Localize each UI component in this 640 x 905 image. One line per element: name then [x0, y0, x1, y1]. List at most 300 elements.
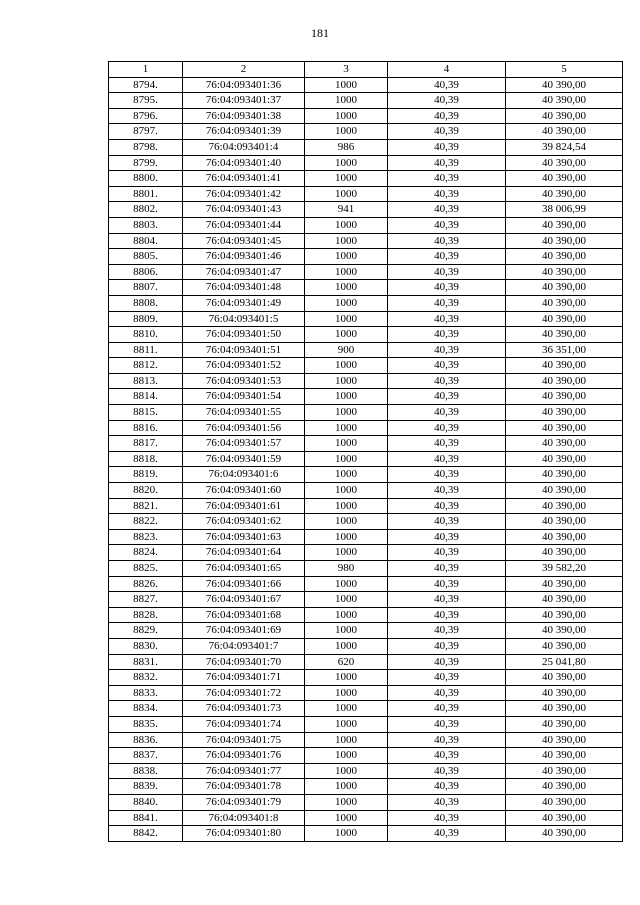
rate-cell: 40,39 [388, 93, 506, 109]
area-cell: 1000 [305, 623, 388, 639]
rate-cell: 40,39 [388, 295, 506, 311]
rate-cell: 40,39 [388, 264, 506, 280]
area-cell: 1000 [305, 280, 388, 296]
cadastral-number-cell: 76:04:093401:57 [183, 436, 305, 452]
amount-cell: 40 390,00 [506, 794, 623, 810]
table-row [109, 186, 623, 202]
table-row [109, 420, 623, 436]
table-row [109, 124, 623, 140]
row-number-cell: 8795. [109, 93, 183, 109]
cadastral-number-cell: 76:04:093401:50 [183, 327, 305, 343]
rate-cell: 40,39 [388, 716, 506, 732]
rate-cell: 40,39 [388, 810, 506, 826]
row-number-cell: 8802. [109, 202, 183, 218]
rate-cell: 40,39 [388, 576, 506, 592]
amount-cell: 40 390,00 [506, 467, 623, 483]
amount-cell: 40 390,00 [506, 358, 623, 374]
amount-cell: 40 390,00 [506, 451, 623, 467]
rate-cell: 40,39 [388, 701, 506, 717]
area-cell: 1000 [305, 264, 388, 280]
area-cell: 1000 [305, 514, 388, 530]
amount-cell: 40 390,00 [506, 171, 623, 187]
table-row [109, 670, 623, 686]
cadastral-number-cell: 76:04:093401:6 [183, 467, 305, 483]
rate-cell: 40,39 [388, 77, 506, 93]
table-row [109, 249, 623, 265]
cadastral-number-cell: 76:04:093401:65 [183, 561, 305, 577]
cadastral-number-cell: 76:04:093401:61 [183, 498, 305, 514]
table-row [109, 638, 623, 654]
row-number-cell: 8797. [109, 124, 183, 140]
amount-cell: 40 390,00 [506, 295, 623, 311]
table-row [109, 514, 623, 530]
amount-cell: 40 390,00 [506, 405, 623, 421]
area-cell: 1000 [305, 311, 388, 327]
table-header-row [109, 62, 623, 78]
table-row [109, 342, 623, 358]
cadastral-number-cell: 76:04:093401:51 [183, 342, 305, 358]
area-cell: 1000 [305, 124, 388, 140]
amount-cell: 40 390,00 [506, 77, 623, 93]
rate-cell: 40,39 [388, 373, 506, 389]
table-row [109, 779, 623, 795]
row-number-cell: 8805. [109, 249, 183, 265]
table-row [109, 264, 623, 280]
amount-cell: 40 390,00 [506, 280, 623, 296]
row-number-cell: 8822. [109, 514, 183, 530]
area-cell: 1000 [305, 826, 388, 842]
rate-cell: 40,39 [388, 545, 506, 561]
amount-cell: 40 390,00 [506, 529, 623, 545]
rate-cell: 40,39 [388, 217, 506, 233]
area-cell: 1000 [305, 670, 388, 686]
row-number-cell: 8836. [109, 732, 183, 748]
cadastral-number-cell: 76:04:093401:64 [183, 545, 305, 561]
amount-cell: 40 390,00 [506, 389, 623, 405]
amount-cell: 40 390,00 [506, 420, 623, 436]
row-number-cell: 8801. [109, 186, 183, 202]
amount-cell: 40 390,00 [506, 155, 623, 171]
table-row [109, 77, 623, 93]
area-cell: 1000 [305, 327, 388, 343]
row-number-cell: 8803. [109, 217, 183, 233]
area-cell: 1000 [305, 233, 388, 249]
rate-cell: 40,39 [388, 389, 506, 405]
amount-cell: 40 390,00 [506, 498, 623, 514]
area-cell: 1000 [305, 217, 388, 233]
row-number-cell: 8799. [109, 155, 183, 171]
table-row [109, 311, 623, 327]
rate-cell: 40,39 [388, 514, 506, 530]
area-cell: 1000 [305, 358, 388, 374]
amount-cell: 40 390,00 [506, 217, 623, 233]
area-cell: 1000 [305, 295, 388, 311]
table-row [109, 576, 623, 592]
table-row [109, 654, 623, 670]
cadastral-number-cell: 76:04:093401:47 [183, 264, 305, 280]
rate-cell: 40,39 [388, 358, 506, 374]
row-number-cell: 8796. [109, 108, 183, 124]
rate-cell: 40,39 [388, 654, 506, 670]
rate-cell: 40,39 [388, 280, 506, 296]
table-row [109, 280, 623, 296]
amount-cell: 40 390,00 [506, 373, 623, 389]
rate-cell: 40,39 [388, 794, 506, 810]
rate-cell: 40,39 [388, 483, 506, 499]
amount-cell: 40 390,00 [506, 108, 623, 124]
amount-cell: 40 390,00 [506, 93, 623, 109]
cadastral-number-cell: 76:04:093401:76 [183, 748, 305, 764]
amount-cell: 40 390,00 [506, 186, 623, 202]
table-body [109, 62, 623, 842]
area-cell: 986 [305, 139, 388, 155]
area-cell: 1000 [305, 545, 388, 561]
page-number: 181 [311, 26, 329, 40]
area-cell: 1000 [305, 155, 388, 171]
rate-cell: 40,39 [388, 311, 506, 327]
cadastral-number-cell: 76:04:093401:44 [183, 217, 305, 233]
cadastral-number-cell: 76:04:093401:68 [183, 607, 305, 623]
rate-cell: 40,39 [388, 108, 506, 124]
rate-cell: 40,39 [388, 592, 506, 608]
amount-cell: 40 390,00 [506, 826, 623, 842]
table-row [109, 561, 623, 577]
rate-cell: 40,39 [388, 186, 506, 202]
row-number-cell: 8809. [109, 311, 183, 327]
table-row [109, 826, 623, 842]
area-cell: 1000 [305, 810, 388, 826]
table-row [109, 607, 623, 623]
area-cell: 1000 [305, 249, 388, 265]
cadastral-number-cell: 76:04:093401:52 [183, 358, 305, 374]
rate-cell: 40,39 [388, 420, 506, 436]
row-number-cell: 8833. [109, 685, 183, 701]
rate-cell: 40,39 [388, 623, 506, 639]
amount-cell: 40 390,00 [506, 327, 623, 343]
rate-cell: 40,39 [388, 171, 506, 187]
cadastral-number-cell: 76:04:093401:45 [183, 233, 305, 249]
table-row [109, 592, 623, 608]
area-cell: 1000 [305, 592, 388, 608]
row-number-cell: 8831. [109, 654, 183, 670]
area-cell: 1000 [305, 498, 388, 514]
row-number-cell: 8824. [109, 545, 183, 561]
cadastral-number-cell: 76:04:093401:7 [183, 638, 305, 654]
table-row [109, 327, 623, 343]
amount-cell: 36 351,00 [506, 342, 623, 358]
cadastral-number-cell: 76:04:093401:38 [183, 108, 305, 124]
row-number-cell: 8815. [109, 405, 183, 421]
amount-cell: 40 390,00 [506, 233, 623, 249]
cadastral-number-cell: 76:04:093401:48 [183, 280, 305, 296]
area-cell: 1000 [305, 373, 388, 389]
area-cell: 1000 [305, 701, 388, 717]
rate-cell: 40,39 [388, 779, 506, 795]
cadastral-number-cell: 76:04:093401:69 [183, 623, 305, 639]
table-row [109, 155, 623, 171]
area-cell: 1000 [305, 732, 388, 748]
amount-cell: 40 390,00 [506, 545, 623, 561]
table-row [109, 233, 623, 249]
rate-cell: 40,39 [388, 467, 506, 483]
cadastral-number-cell: 76:04:093401:59 [183, 451, 305, 467]
row-number-cell: 8825. [109, 561, 183, 577]
column-header-3: 3 [305, 62, 388, 78]
row-number-cell: 8814. [109, 389, 183, 405]
cadastral-number-cell: 76:04:093401:62 [183, 514, 305, 530]
rate-cell: 40,39 [388, 529, 506, 545]
cadastral-number-cell: 76:04:093401:73 [183, 701, 305, 717]
area-cell: 1000 [305, 576, 388, 592]
table-row [109, 436, 623, 452]
row-number-cell: 8830. [109, 638, 183, 654]
table-row [109, 373, 623, 389]
cadastral-number-cell: 76:04:093401:4 [183, 139, 305, 155]
rate-cell: 40,39 [388, 670, 506, 686]
cadastral-number-cell: 76:04:093401:77 [183, 763, 305, 779]
area-cell: 1000 [305, 77, 388, 93]
area-cell: 620 [305, 654, 388, 670]
area-cell: 900 [305, 342, 388, 358]
area-cell: 1000 [305, 171, 388, 187]
rate-cell: 40,39 [388, 249, 506, 265]
rate-cell: 40,39 [388, 607, 506, 623]
rate-cell: 40,39 [388, 202, 506, 218]
area-cell: 1000 [305, 420, 388, 436]
amount-cell: 40 390,00 [506, 779, 623, 795]
area-cell: 1000 [305, 405, 388, 421]
amount-cell: 40 390,00 [506, 607, 623, 623]
rate-cell: 40,39 [388, 638, 506, 654]
row-number-cell: 8818. [109, 451, 183, 467]
cadastral-number-cell: 76:04:093401:46 [183, 249, 305, 265]
row-number-cell: 8811. [109, 342, 183, 358]
row-number-cell: 8835. [109, 716, 183, 732]
row-number-cell: 8827. [109, 592, 183, 608]
row-number-cell: 8798. [109, 139, 183, 155]
cadastral-number-cell: 76:04:093401:36 [183, 77, 305, 93]
area-cell: 1000 [305, 685, 388, 701]
cadastral-number-cell: 76:04:093401:41 [183, 171, 305, 187]
cadastral-number-cell: 76:04:093401:74 [183, 716, 305, 732]
row-number-cell: 8829. [109, 623, 183, 639]
area-cell: 1000 [305, 716, 388, 732]
row-number-cell: 8823. [109, 529, 183, 545]
area-cell: 980 [305, 561, 388, 577]
rate-cell: 40,39 [388, 763, 506, 779]
table-row [109, 93, 623, 109]
area-cell: 1000 [305, 748, 388, 764]
row-number-cell: 8826. [109, 576, 183, 592]
table-row [109, 498, 623, 514]
table-row [109, 171, 623, 187]
area-cell: 1000 [305, 483, 388, 499]
cadastral-number-cell: 76:04:093401:67 [183, 592, 305, 608]
table-row [109, 732, 623, 748]
rate-cell: 40,39 [388, 498, 506, 514]
row-number-cell: 8820. [109, 483, 183, 499]
row-number-cell: 8816. [109, 420, 183, 436]
table-row [109, 685, 623, 701]
amount-cell: 40 390,00 [506, 716, 623, 732]
area-cell: 1000 [305, 389, 388, 405]
row-number-cell: 8838. [109, 763, 183, 779]
row-number-cell: 8807. [109, 280, 183, 296]
table-row [109, 295, 623, 311]
area-cell: 1000 [305, 794, 388, 810]
amount-cell: 40 390,00 [506, 124, 623, 140]
cadastral-number-cell: 76:04:093401:70 [183, 654, 305, 670]
cadastral-number-cell: 76:04:093401:42 [183, 186, 305, 202]
cadastral-number-cell: 76:04:093401:55 [183, 405, 305, 421]
amount-cell: 40 390,00 [506, 638, 623, 654]
table-row [109, 701, 623, 717]
row-number-cell: 8839. [109, 779, 183, 795]
amount-cell: 40 390,00 [506, 748, 623, 764]
data-table [108, 61, 623, 842]
amount-cell: 40 390,00 [506, 514, 623, 530]
rate-cell: 40,39 [388, 233, 506, 249]
area-cell: 1000 [305, 638, 388, 654]
table-row [109, 529, 623, 545]
cadastral-number-cell: 76:04:093401:71 [183, 670, 305, 686]
table-row [109, 483, 623, 499]
row-number-cell: 8808. [109, 295, 183, 311]
table-row [109, 108, 623, 124]
rate-cell: 40,39 [388, 139, 506, 155]
rate-cell: 40,39 [388, 155, 506, 171]
column-header-2: 2 [183, 62, 305, 78]
area-cell: 1000 [305, 93, 388, 109]
cadastral-number-cell: 76:04:093401:53 [183, 373, 305, 389]
amount-cell: 39 582,20 [506, 561, 623, 577]
rate-cell: 40,39 [388, 327, 506, 343]
rate-cell: 40,39 [388, 436, 506, 452]
amount-cell: 40 390,00 [506, 670, 623, 686]
area-cell: 1000 [305, 451, 388, 467]
cadastral-number-cell: 76:04:093401:43 [183, 202, 305, 218]
cadastral-number-cell: 76:04:093401:78 [183, 779, 305, 795]
table-row [109, 545, 623, 561]
amount-cell: 40 390,00 [506, 701, 623, 717]
cadastral-number-cell: 76:04:093401:72 [183, 685, 305, 701]
rate-cell: 40,39 [388, 405, 506, 421]
area-cell: 1000 [305, 467, 388, 483]
cadastral-number-cell: 76:04:093401:40 [183, 155, 305, 171]
amount-cell: 25 041,80 [506, 654, 623, 670]
amount-cell: 40 390,00 [506, 483, 623, 499]
row-number-cell: 8810. [109, 327, 183, 343]
area-cell: 1000 [305, 607, 388, 623]
amount-cell: 40 390,00 [506, 264, 623, 280]
rate-cell: 40,39 [388, 685, 506, 701]
cadastral-number-cell: 76:04:093401:8 [183, 810, 305, 826]
row-number-cell: 8828. [109, 607, 183, 623]
column-header-4: 4 [388, 62, 506, 78]
row-number-cell: 8804. [109, 233, 183, 249]
row-number-cell: 8819. [109, 467, 183, 483]
table-row [109, 389, 623, 405]
amount-cell: 40 390,00 [506, 576, 623, 592]
table-row [109, 794, 623, 810]
cadastral-number-cell: 76:04:093401:80 [183, 826, 305, 842]
area-cell: 1000 [305, 763, 388, 779]
amount-cell: 40 390,00 [506, 732, 623, 748]
rate-cell: 40,39 [388, 748, 506, 764]
row-number-cell: 8842. [109, 826, 183, 842]
rate-cell: 40,39 [388, 732, 506, 748]
area-cell: 1000 [305, 529, 388, 545]
amount-cell: 40 390,00 [506, 436, 623, 452]
table-row [109, 405, 623, 421]
row-number-cell: 8837. [109, 748, 183, 764]
row-number-cell: 8794. [109, 77, 183, 93]
area-cell: 941 [305, 202, 388, 218]
table-row [109, 716, 623, 732]
table-row [109, 217, 623, 233]
row-number-cell: 8840. [109, 794, 183, 810]
row-number-cell: 8806. [109, 264, 183, 280]
amount-cell: 40 390,00 [506, 592, 623, 608]
column-header-1: 1 [109, 62, 183, 78]
row-number-cell: 8821. [109, 498, 183, 514]
table-row [109, 467, 623, 483]
row-number-cell: 8800. [109, 171, 183, 187]
table-row [109, 748, 623, 764]
table-row [109, 451, 623, 467]
cadastral-number-cell: 76:04:093401:37 [183, 93, 305, 109]
rate-cell: 40,39 [388, 561, 506, 577]
table-row [109, 810, 623, 826]
column-header-5: 5 [506, 62, 623, 78]
amount-cell: 40 390,00 [506, 685, 623, 701]
amount-cell: 40 390,00 [506, 249, 623, 265]
rate-cell: 40,39 [388, 826, 506, 842]
cadastral-number-cell: 76:04:093401:49 [183, 295, 305, 311]
amount-cell: 38 006,99 [506, 202, 623, 218]
area-cell: 1000 [305, 108, 388, 124]
cadastral-number-cell: 76:04:093401:5 [183, 311, 305, 327]
amount-cell: 40 390,00 [506, 763, 623, 779]
cadastral-number-cell: 76:04:093401:63 [183, 529, 305, 545]
row-number-cell: 8834. [109, 701, 183, 717]
cadastral-number-cell: 76:04:093401:56 [183, 420, 305, 436]
rate-cell: 40,39 [388, 124, 506, 140]
amount-cell: 40 390,00 [506, 311, 623, 327]
table-row [109, 623, 623, 639]
row-number-cell: 8813. [109, 373, 183, 389]
cadastral-number-cell: 76:04:093401:79 [183, 794, 305, 810]
row-number-cell: 8841. [109, 810, 183, 826]
cadastral-number-cell: 76:04:093401:66 [183, 576, 305, 592]
cadastral-number-cell: 76:04:093401:54 [183, 389, 305, 405]
table-row [109, 202, 623, 218]
row-number-cell: 8812. [109, 358, 183, 374]
amount-cell: 40 390,00 [506, 810, 623, 826]
row-number-cell: 8832. [109, 670, 183, 686]
area-cell: 1000 [305, 436, 388, 452]
area-cell: 1000 [305, 779, 388, 795]
rate-cell: 40,39 [388, 451, 506, 467]
area-cell: 1000 [305, 186, 388, 202]
rate-cell: 40,39 [388, 342, 506, 358]
table-row [109, 763, 623, 779]
cadastral-number-cell: 76:04:093401:60 [183, 483, 305, 499]
table-row [109, 358, 623, 374]
amount-cell: 40 390,00 [506, 623, 623, 639]
amount-cell: 39 824,54 [506, 139, 623, 155]
table-row [109, 139, 623, 155]
